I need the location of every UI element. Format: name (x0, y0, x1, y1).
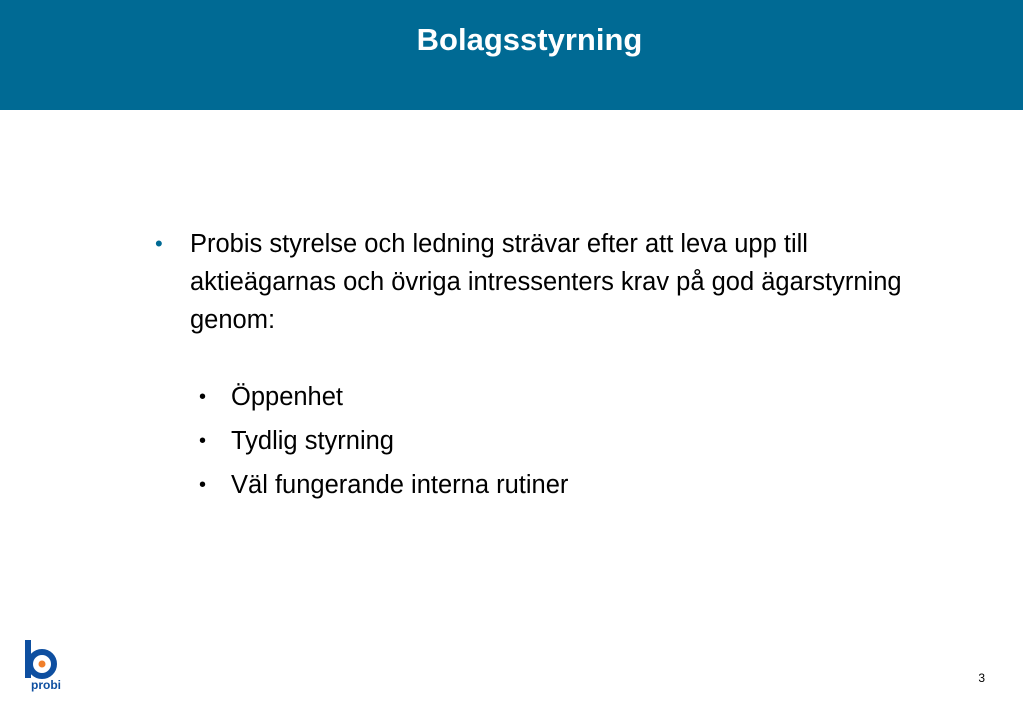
sub-bullet-text: Tydlig styrning (231, 427, 394, 455)
sub-bullet-item (199, 375, 955, 419)
main-bullet (155, 225, 955, 339)
logo-dot (39, 661, 46, 668)
logo-text: probi (31, 678, 61, 692)
sub-bullet-text: Väl fungerande interna rutiner (231, 471, 569, 499)
sub-bullet-text: Öppenhet (231, 383, 344, 411)
sub-bullet-list (155, 375, 955, 507)
bullet-icon: • (199, 430, 207, 452)
intro-text: Probis styrelse och ledning strävar efter att leva upp till aktieägarnas och övriga intressenters krav på god ägarstyrning genom: (190, 230, 902, 334)
slide-body (155, 225, 955, 507)
bullet-icon: • (199, 474, 207, 496)
header-band (0, 0, 1023, 110)
bullet-icon: • (155, 231, 163, 256)
slide-title: Bolagsstyrning (416, 22, 643, 57)
probi-logo (22, 638, 80, 694)
page-number: 3 (978, 671, 985, 685)
sub-bullet-item (199, 463, 955, 507)
bullet-icon: • (199, 386, 207, 408)
sub-bullet-item (199, 419, 955, 463)
